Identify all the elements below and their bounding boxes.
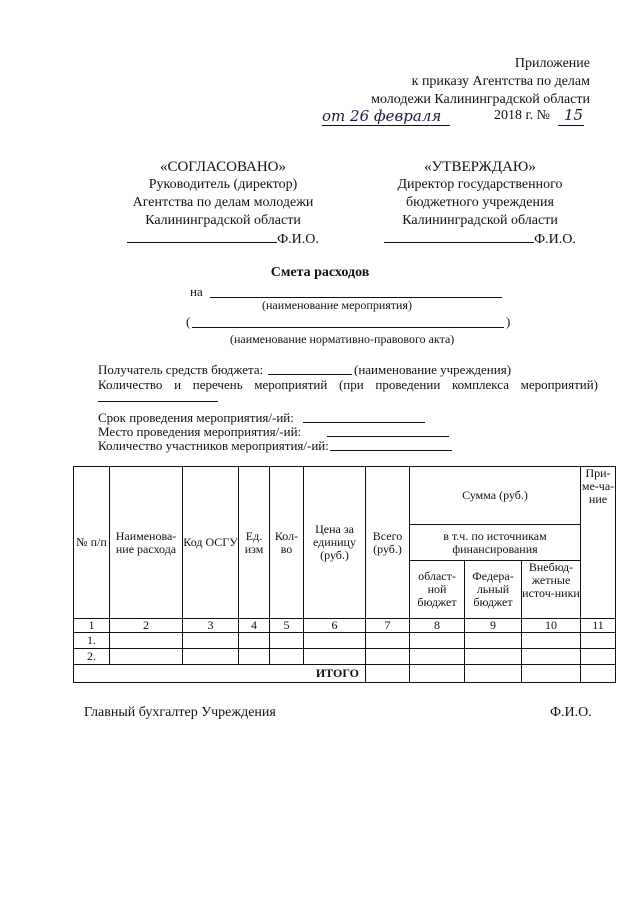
table-cell [410,649,465,665]
estimate-on: на [190,284,203,299]
act-name-caption: (наименование нормативно-правового акта) [230,332,455,346]
appendix-title: Приложение [514,56,590,71]
header-extrabudget: Внебюд-жетные источ-ники [522,561,581,619]
period-line [303,410,425,423]
row-number: 2. [74,649,110,665]
events-count-label: Количество и перечень мероприятий (при проведении комплекса мероприятий) [98,377,598,392]
table-cell [183,633,239,649]
table-cell [581,633,616,649]
date-underline [322,125,450,126]
col-number: 4 [239,619,270,633]
approved-line-3: Калининградской области [402,213,558,228]
table-row [74,633,616,649]
chief-accountant-fio: Ф.И.О. [550,705,592,720]
header-qty: Кол-во [270,467,304,619]
approved-line-2: бюджетного учреждения [406,195,554,210]
recipient-label: Получатель средств бюджета: [98,362,264,377]
table-cell [270,633,304,649]
approved-signature-line [384,230,534,243]
header-note: При-ме-ча-ние [581,467,616,619]
handwritten-number: 15 [564,106,584,124]
events-count-line [98,393,218,402]
handwritten-date: от 26 февраля [322,107,442,125]
col-number: 6 [304,619,366,633]
header-regional-budget: област-ной бюджет [410,561,465,619]
header-unit: Ед. изм [239,467,270,619]
expense-table [73,466,616,683]
col-number: 7 [366,619,410,633]
header-total: Всего (руб.) [366,467,410,619]
approved-title: «УТВЕРЖДАЮ» [424,159,536,175]
agreed-title: «СОГЛАСОВАНО» [159,159,287,175]
table-cell [183,649,239,665]
col-number: 10 [522,619,581,633]
table-cell [465,633,522,649]
table-cell [366,665,410,683]
table-cell [270,649,304,665]
period-label: Срок проведения мероприятия/-ий: [98,410,294,425]
col-number: 9 [465,619,522,633]
table-row [74,649,616,665]
agreed-line-1: Руководитель (директор) [148,177,298,192]
table-cell [581,665,616,683]
table-cell [110,633,183,649]
approved-line-1: Директор государственного [397,177,563,192]
agreed-line-2: Агентства по делам молодежи [132,195,314,210]
order-year: 2018 г. № [494,108,551,123]
header-federal-budget: Федера-льный бюджет [465,561,522,619]
table-cell [239,649,270,665]
header-sources: в т.ч. по источникам финансирования [410,525,581,561]
header-no: № п/п [74,467,110,619]
table-cell [239,633,270,649]
act-open-paren: ( [186,314,191,329]
place-line [327,424,449,437]
table-cell [522,649,581,665]
table-cell [522,633,581,649]
total-label: ИТОГО [74,665,366,683]
agreed-block [98,158,348,249]
appendix-line-2: к приказу Агентства по делам [411,74,590,89]
recipient-line [268,362,352,375]
table-cell [410,665,465,683]
agreed-signature-line [127,230,277,243]
order-date-line [318,107,598,129]
table-cell [304,649,366,665]
act-name-line [192,314,504,328]
number-underline [558,125,584,126]
table-cell [581,649,616,665]
header-kosgu: Код ОСГУ [183,467,239,619]
col-number: 2 [110,619,183,633]
agreed-line-3: Калининградской области [145,213,301,228]
approved-block [355,158,605,249]
participants-label: Количество участников мероприятия/-ий: [98,438,329,453]
recipient-caption: (наименование учреждения) [354,362,512,377]
agreed-fio: Ф.И.О. [277,232,319,247]
header-sum: Сумма (руб.) [410,467,581,525]
table-cell [522,665,581,683]
table-cell [410,633,465,649]
header-name: Наименова-ние расхода [110,467,183,619]
col-number: 1 [74,619,110,633]
table-cell [465,665,522,683]
table-cell [366,633,410,649]
col-number: 5 [270,619,304,633]
place-label: Место проведения мероприятия/-ий: [98,424,302,439]
appendix-line-3: молодежи Калининградской области [371,92,590,107]
act-close-paren: ) [506,314,511,329]
table-cell [304,633,366,649]
approved-fio: Ф.И.О. [534,232,576,247]
col-number: 3 [183,619,239,633]
event-name-line [210,283,502,298]
table-cell [366,649,410,665]
estimate-title: Смета расходов [270,265,370,280]
appendix-block [290,55,590,109]
total-row [74,665,616,683]
event-name-caption: (наименование мероприятия) [262,298,412,312]
table-cell [110,649,183,665]
chief-accountant-label: Главный бухгалтер Учреждения [84,705,276,720]
col-number: 8 [410,619,465,633]
header-price: Цена за единицу (руб.) [304,467,366,619]
column-number-row [74,619,616,633]
participants-line [330,438,452,451]
row-number: 1. [74,633,110,649]
table-cell [465,649,522,665]
col-number: 11 [581,619,616,633]
